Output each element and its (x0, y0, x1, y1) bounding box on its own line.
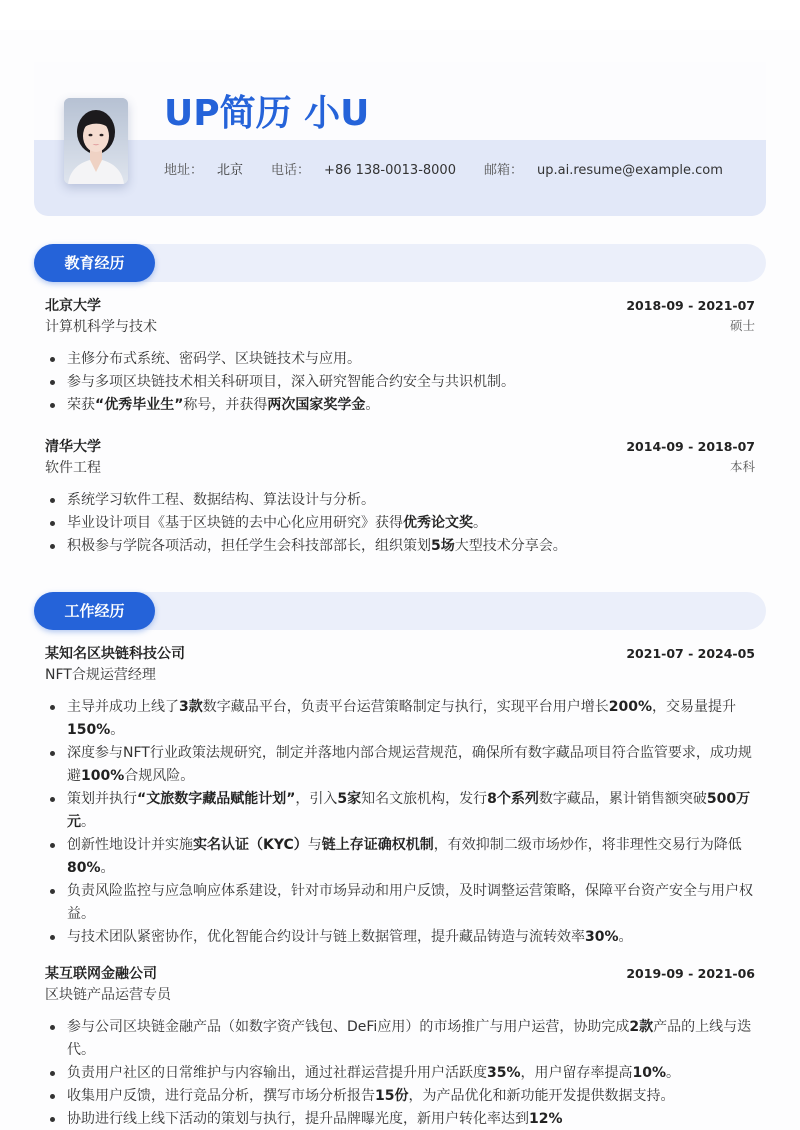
bullet-text: 协助进行线上线下活动的策划与执行，提升品牌曝光度，新用户转化率达到 (67, 1111, 529, 1127)
bullet-text: 深度参与NFT行业政策法规研究，制定并落地内部合规运营规范，确保所有数字藏品项目符合监管要求，成功规避 (67, 745, 752, 784)
highlight-text: 两次国家奖学金 (267, 397, 366, 413)
job-role: 区块链产品运营专员 (45, 987, 171, 1003)
entry-sub-row (45, 984, 755, 1006)
bullet-item (45, 535, 755, 558)
date-range: 2021-07 - 2024-05 (626, 646, 755, 661)
date-range: 2019-09 - 2021-06 (626, 966, 755, 981)
bullet-text: 合规风险。 (124, 768, 195, 784)
phone-label: 电话： (271, 163, 311, 178)
contact-info (164, 162, 751, 180)
bullet-item (45, 696, 755, 742)
portrait-photo-icon (64, 98, 128, 184)
bullet-text: 负责用户社区的日常维护与内容输出，通过社群运营提升用户活跃度 (67, 1065, 487, 1081)
bullet-text: 。 (618, 929, 633, 945)
resume-header (34, 62, 766, 216)
bullet-item (45, 788, 755, 834)
highlight-text: 30% (585, 929, 619, 945)
highlight-text: 10% (632, 1065, 667, 1081)
header-top-area (34, 62, 766, 140)
bullet-text: 称号，并获得 (183, 397, 268, 413)
bullet-text: 主导并成功上线了 (67, 699, 179, 715)
bullet-text: 。 (81, 814, 95, 830)
highlight-text: 链上存证确权机制 (321, 837, 434, 853)
bullet-text: ，用户留存率提高 (520, 1065, 633, 1081)
school-name: 清华大学 (45, 439, 101, 455)
address-label: 地址： (164, 163, 204, 178)
degree: 本科 (729, 459, 755, 474)
date-range: 2014-09 - 2018-07 (626, 439, 755, 454)
bullet-text: 荣获 (67, 397, 95, 413)
highlight-text: “优秀毕业生” (95, 397, 184, 413)
bullet-text: 。 (100, 860, 115, 876)
bullet-text: 。 (365, 397, 380, 413)
entry-sub-row (45, 457, 755, 479)
highlight-text: 2款 (629, 1019, 654, 1035)
bullet-text: ，交易量提升 (652, 699, 737, 715)
bullet-list (45, 696, 755, 949)
bullet-text: 数字藏品平台，负责平台运营策略制定与执行，实现平台用户增长 (202, 699, 609, 715)
section-title-education: 教育经历 (34, 244, 155, 282)
education-entry (45, 437, 755, 558)
major: 计算机科学与技术 (45, 319, 157, 335)
bullet-text: 知名文旅机构，发行 (361, 791, 488, 807)
bullet-text: ，为产品优化和新功能开发提供数据支持。 (408, 1088, 675, 1104)
bullet-text: 策划并执行 (67, 791, 137, 807)
company-name: 某互联网金融公司 (45, 966, 157, 982)
entry-header-row (45, 644, 755, 664)
bullet-item (45, 489, 755, 512)
bullet-item (45, 371, 755, 394)
bullet-item (45, 1062, 755, 1085)
highlight-text: 200% (608, 699, 653, 715)
bullet-list (45, 1016, 755, 1130)
degree: 硕士 (729, 318, 755, 333)
company-name: 某知名区块链科技公司 (45, 646, 185, 662)
major: 软件工程 (45, 460, 101, 476)
contact-phone (271, 162, 456, 180)
email-label: 邮箱： (483, 163, 523, 178)
bullet-item (45, 1108, 755, 1130)
section-header-work (34, 592, 766, 630)
highlight-text: 15份 (375, 1088, 409, 1104)
bullet-text: 。 (666, 1065, 681, 1081)
email-value[interactable]: up.ai.resume@example.com (537, 163, 723, 178)
highlight-text: 3款 (179, 699, 203, 715)
bullet-item (45, 348, 755, 371)
bullet-item (45, 880, 755, 926)
bullet-item (45, 742, 755, 788)
bullet-item (45, 1016, 755, 1062)
contact-address (164, 162, 243, 180)
address-value: 北京 (217, 163, 244, 178)
highlight-text: 5场 (431, 538, 455, 554)
highlight-text: “文旅数字藏品赋能计划” (137, 791, 296, 807)
phone-value[interactable]: +86 138-0013-8000 (324, 163, 456, 178)
bullet-text: 主修分布式系统、密码学、区块链技术与应用。 (67, 351, 361, 367)
highlight-text: 500万元 (67, 791, 751, 830)
highlight-text: 80% (67, 860, 101, 876)
bullet-text: 大型技术分享会。 (454, 538, 567, 554)
bullet-text: 。 (473, 515, 487, 531)
entry-header-row (45, 437, 755, 457)
date-range: 2018-09 - 2021-07 (626, 298, 755, 313)
bullet-text: 毕业设计项目《基于区块链的去中心化应用研究》获得 (67, 515, 403, 531)
bullet-text: 与 (307, 837, 322, 853)
highlight-text: 150% (67, 722, 111, 738)
highlight-text: 12% (529, 1111, 563, 1127)
entry-header-row (45, 964, 755, 984)
school-name: 北京大学 (45, 298, 101, 314)
bullet-list (45, 348, 755, 417)
highlight-text: 实名认证（KYC） (193, 837, 308, 853)
contact-email (484, 162, 723, 180)
section-header-education (34, 244, 766, 282)
bullet-item (45, 926, 755, 949)
job-role: NFT合规运营经理 (45, 667, 156, 683)
bullet-item (45, 394, 755, 417)
bullet-text: ，引入 (295, 791, 338, 807)
bullet-text: 积极参与学院各项活动，担任学生会科技部部长，组织策划 (67, 538, 431, 554)
bullet-text: 参与多项区块链技术相关科研项目，深入研究智能合约安全与共识机制。 (67, 374, 515, 390)
bullet-text: 系统学习软件工程、数据结构、算法设计与分析。 (67, 492, 375, 508)
work-entry (45, 964, 755, 1130)
bullet-text: 负责风险监控与应急响应体系建设，针对市场异动和用户反馈，及时调整运营策略，保障平台资产安全与用户权益。 (67, 883, 753, 922)
highlight-text: 优秀论文奖 (403, 515, 473, 531)
candidate-name: UP简历 小U (164, 93, 370, 134)
entry-header-row (45, 296, 755, 316)
bullet-item (45, 834, 755, 880)
highlight-text: 35% (487, 1065, 521, 1081)
bullet-text: 收集用户反馈，进行竞品分析，撰写市场分析报告 (67, 1088, 375, 1104)
education-entry (45, 296, 755, 417)
entry-sub-row (45, 664, 755, 686)
bullet-text: 创新性地设计并实施 (67, 837, 193, 853)
bullet-item (45, 512, 755, 535)
bullet-text: ，有效抑制二级市场炒作，将非理性交易行为降低 (433, 837, 742, 853)
work-entry (45, 644, 755, 949)
bullet-text: 产品的上线与迭代。 (67, 1019, 752, 1058)
bullet-text: 参与公司区块链金融产品（如数字资产钱包、DeFi应用）的市场推广与用户运营，协助完成 (67, 1019, 630, 1035)
section-title-work: 工作经历 (34, 592, 155, 630)
entry-sub-row (45, 316, 755, 338)
highlight-text: 5家 (337, 791, 362, 807)
bullet-list (45, 489, 755, 558)
highlight-text: 100% (81, 768, 125, 784)
bullet-text: 与技术团队紧密协作，优化智能合约设计与链上数据管理，提升藏品铸造与流转效率 (67, 929, 585, 945)
bullet-item (45, 1085, 755, 1108)
avatar (64, 98, 128, 184)
bullet-text: 数字藏品，累计销售额突破 (538, 791, 707, 807)
highlight-text: 8个系列 (487, 791, 539, 807)
bullet-text: 。 (110, 722, 125, 738)
